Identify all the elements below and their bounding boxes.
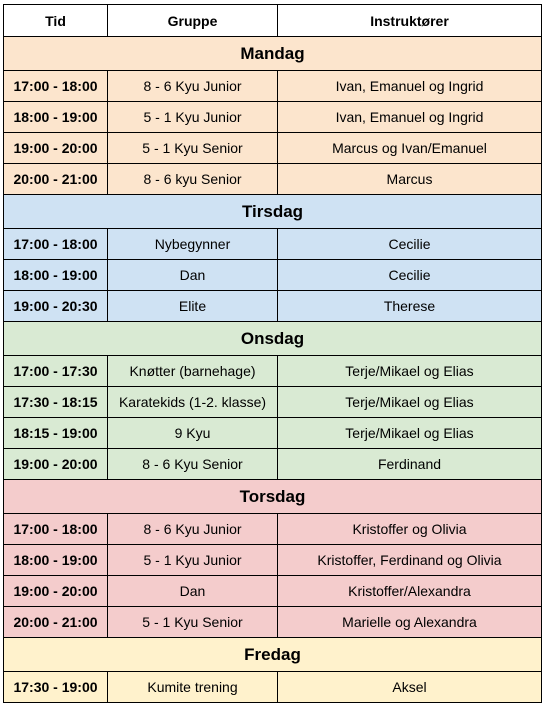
table-row [4, 291, 542, 322]
group-cell: Dan [108, 260, 278, 291]
time-cell: 18:00 - 19:00 [4, 545, 108, 576]
group-cell: Nybegynner [108, 229, 278, 260]
day-row [4, 37, 542, 71]
training-schedule-table [3, 4, 542, 703]
group-cell: Knøtter (barnehage) [108, 356, 278, 387]
table-row [4, 102, 542, 133]
table-row [4, 164, 542, 195]
instructors-cell: Ivan, Emanuel og Ingrid [278, 102, 542, 133]
instructors-cell: Marielle og Alexandra [278, 607, 542, 638]
time-cell: 18:00 - 19:00 [4, 102, 108, 133]
group-cell: Kumite trening [108, 672, 278, 703]
instructors-cell: Cecilie [278, 260, 542, 291]
table-row [4, 387, 542, 418]
instructors-cell: Ferdinand [278, 449, 542, 480]
group-cell: 5 - 1 Kyu Junior [108, 545, 278, 576]
instructors-cell: Terje/Mikael og Elias [278, 356, 542, 387]
instructors-cell: Therese [278, 291, 542, 322]
instructors-cell: Marcus og Ivan/Emanuel [278, 133, 542, 164]
time-cell: 19:00 - 20:00 [4, 576, 108, 607]
time-cell: 20:00 - 21:00 [4, 607, 108, 638]
header-instructors: Instruktører [278, 5, 542, 37]
group-cell: 8 - 6 Kyu Junior [108, 514, 278, 545]
instructors-cell: Cecilie [278, 229, 542, 260]
day-row [4, 322, 542, 356]
day-row [4, 638, 542, 672]
group-cell: Elite [108, 291, 278, 322]
time-cell: 17:00 - 17:30 [4, 356, 108, 387]
time-cell: 17:30 - 19:00 [4, 672, 108, 703]
instructors-cell: Marcus [278, 164, 542, 195]
day-heading: Mandag [4, 37, 542, 71]
table-body [4, 37, 542, 703]
instructors-cell: Aksel [278, 672, 542, 703]
group-cell: 8 - 6 Kyu Junior [108, 71, 278, 102]
instructors-cell: Terje/Mikael og Elias [278, 418, 542, 449]
instructors-cell: Terje/Mikael og Elias [278, 387, 542, 418]
table-row [4, 545, 542, 576]
day-heading: Torsdag [4, 480, 542, 514]
time-cell: 19:00 - 20:30 [4, 291, 108, 322]
table-row [4, 133, 542, 164]
group-cell: Karatekids (1-2. klasse) [108, 387, 278, 418]
group-cell: Dan [108, 576, 278, 607]
table-row [4, 356, 542, 387]
time-cell: 17:30 - 18:15 [4, 387, 108, 418]
group-cell: 8 - 6 kyu Senior [108, 164, 278, 195]
table-row [4, 229, 542, 260]
table-row [4, 514, 542, 545]
header-time: Tid [4, 5, 108, 37]
group-cell: 5 - 1 Kyu Senior [108, 607, 278, 638]
table-row [4, 260, 542, 291]
time-cell: 19:00 - 20:00 [4, 133, 108, 164]
time-cell: 17:00 - 18:00 [4, 229, 108, 260]
time-cell: 19:00 - 20:00 [4, 449, 108, 480]
header-group: Gruppe [108, 5, 278, 37]
instructors-cell: Kristoffer, Ferdinand og Olivia [278, 545, 542, 576]
table-row [4, 576, 542, 607]
day-heading: Onsdag [4, 322, 542, 356]
instructors-cell: Kristoffer/Alexandra [278, 576, 542, 607]
group-cell: 8 - 6 Kyu Senior [108, 449, 278, 480]
group-cell: 9 Kyu [108, 418, 278, 449]
table-row [4, 672, 542, 703]
day-row [4, 480, 542, 514]
table-row [4, 449, 542, 480]
day-heading: Fredag [4, 638, 542, 672]
table-header [4, 5, 542, 37]
time-cell: 20:00 - 21:00 [4, 164, 108, 195]
instructors-cell: Kristoffer og Olivia [278, 514, 542, 545]
time-cell: 17:00 - 18:00 [4, 514, 108, 545]
day-row [4, 195, 542, 229]
table-row [4, 71, 542, 102]
table-row [4, 607, 542, 638]
table-row [4, 418, 542, 449]
group-cell: 5 - 1 Kyu Senior [108, 133, 278, 164]
day-heading: Tirsdag [4, 195, 542, 229]
group-cell: 5 - 1 Kyu Junior [108, 102, 278, 133]
header-row [4, 5, 542, 37]
instructors-cell: Ivan, Emanuel og Ingrid [278, 71, 542, 102]
time-cell: 18:15 - 19:00 [4, 418, 108, 449]
time-cell: 18:00 - 19:00 [4, 260, 108, 291]
time-cell: 17:00 - 18:00 [4, 71, 108, 102]
